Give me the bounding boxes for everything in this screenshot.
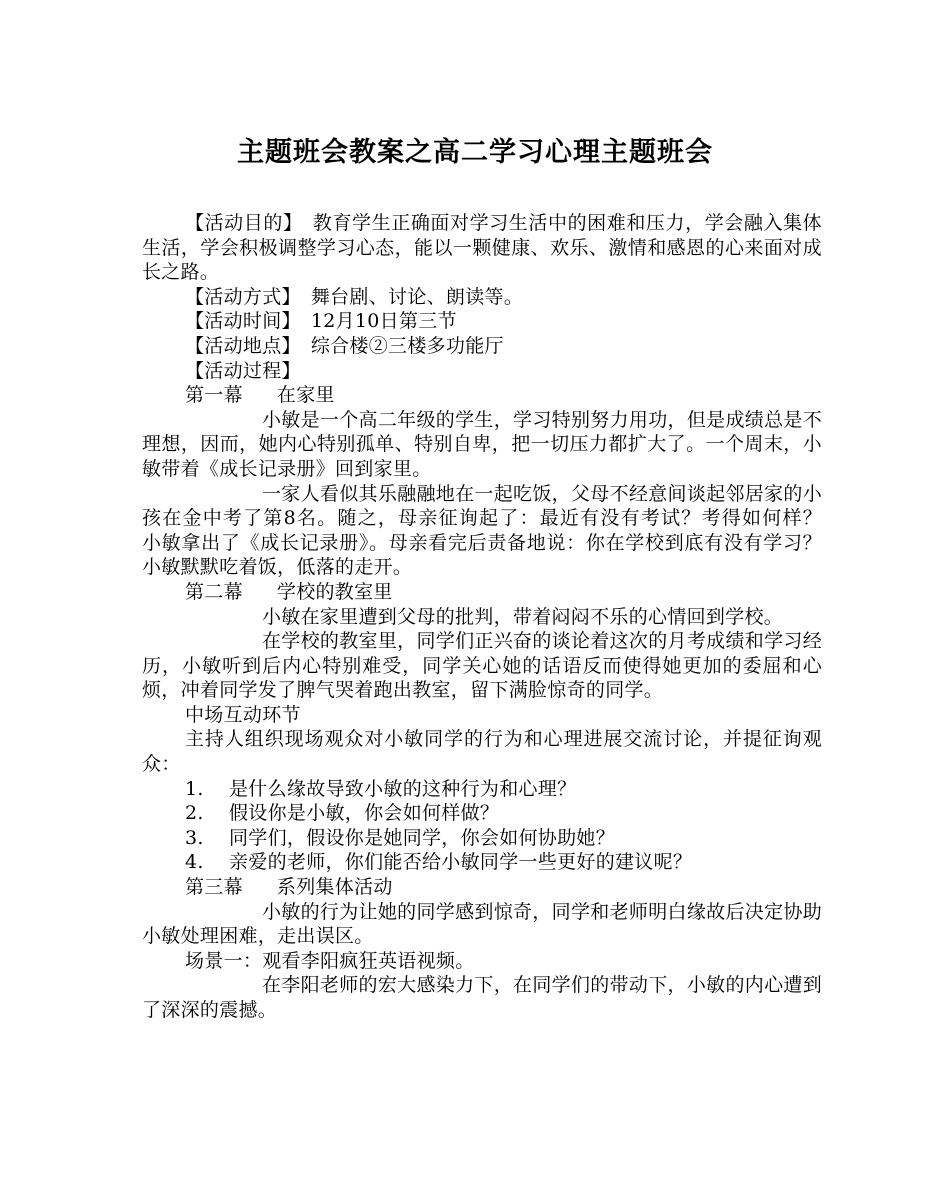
act2-label: 第二幕 [185, 580, 243, 603]
question-item [142, 777, 822, 802]
act3-paragraph-1: 小敏的行为让她的同学感到惊奇，同学和老师明白缘故后决定协助小敏处理困难，走出误区。 [142, 900, 822, 948]
process-label: 【活动过程】 [185, 359, 301, 382]
question-item [142, 801, 822, 826]
scene1-title: 场景一：观看李阳疯狂英语视频。 [185, 949, 475, 972]
act1-paragraph-1: 小敏是一个高二年级的学生，学习特别努力用功，但是成绩总是不理想，因而，她内心特别孤单、特别自卑，把一切压力都扩大了。一个周末，小敏带着《成长记录册》回到家里。 [142, 408, 822, 480]
process-line [142, 359, 822, 384]
interlude-title: 中场互动环节 [185, 703, 301, 726]
question-number: 4. [185, 851, 204, 874]
act3-label: 第三幕 [185, 876, 243, 899]
method-line [142, 285, 822, 310]
act2-heading [142, 580, 822, 605]
time-label: 【活动时间】 [185, 310, 301, 333]
place-line [142, 334, 822, 359]
purpose-text: 教育学生正确面对学习生活中的困难和压力，学会融入集体生活，学会积极调整学习心态，能以一颗健康、欢乐、激情和感恩的心来面对成长之路。 [142, 212, 822, 284]
scene1-paragraph: 在李阳老师的宏大感染力下，在同学们的带动下，小敏的内心遭到了深深的震撼。 [142, 974, 822, 1021]
act3-heading [142, 875, 822, 900]
question-number: 1. [185, 777, 204, 800]
question-item [142, 826, 822, 851]
question-text: 同学们，假设你是她同学，你会如何协助她？ [229, 826, 616, 849]
method-text: 舞台剧、讨论、朗读等。 [310, 285, 524, 308]
place-label: 【活动地点】 [185, 334, 301, 357]
question-text: 假设你是小敏，你会如何样做？ [229, 802, 500, 825]
question-item [142, 850, 822, 875]
method-label: 【活动方式】 [185, 285, 301, 308]
document-body [142, 211, 842, 1023]
time-line [142, 309, 822, 334]
purpose-paragraph [142, 211, 822, 285]
page-title: 主题班会教案之高二学习心理主题班会 [237, 137, 713, 168]
interlude-intro: 主持人组织现场观众对小敏同学的行为和心理进展交流讨论，并提征询观众： [142, 728, 822, 776]
purpose-label: 【活动目的】 [185, 212, 303, 234]
act2-paragraph-2: 在学校的教室里，同学们正兴奋的谈论着这次的月考成绩和学习经历，小敏听到后内心特别难受，同学关心她的话语反而使得她更加的委屈和心烦，冲着同学发了脾气哭着跑出教室，留下满脸惊奇的同学。 [142, 630, 822, 702]
question-number: 2. [185, 802, 204, 825]
act2-name: 学校的教室里 [276, 580, 393, 603]
act1-heading [142, 383, 822, 408]
place-text: 综合楼②三楼多功能厅 [310, 334, 504, 357]
time-text: 12月10日第三节 [310, 310, 457, 333]
question-text: 是什么缘故导致小敏的这种行为和心理？ [229, 777, 577, 800]
question-number: 3. [185, 826, 204, 849]
act1-paragraph-2: 一家人看似其乐融融地在一起吃饭，父母不经意间谈起邻居家的小孩在金中考了第8名。随之，母亲征询起了：最近有没有考试？考得如何样？ 小敏拿出了《成长记录册》。母亲看完后责备地说：你在学校到底有没有学习？小敏默默吃着饭，低落的走开。 [142, 482, 842, 579]
question-text: 亲爱的老师，你们能否给小敏同学一些更好的建议呢？ [229, 851, 693, 874]
act1-label: 第一幕 [185, 384, 243, 407]
act1-name: 在家里 [276, 384, 335, 407]
act3-name: 系列集体活动 [276, 876, 393, 899]
act2-paragraph-1: 小敏在家里遭到父母的批判，带着闷闷不乐的心情回到学校。 [262, 605, 784, 628]
